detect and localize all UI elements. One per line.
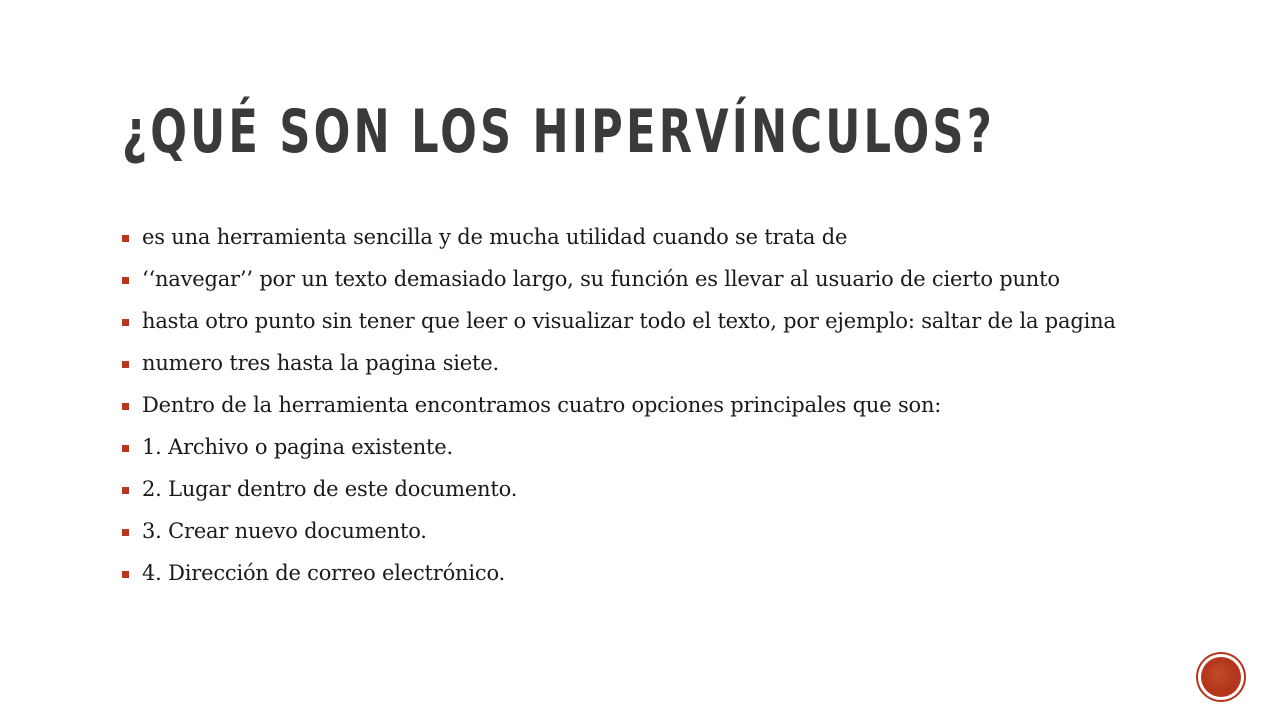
square-bullet-icon — [122, 487, 129, 494]
slide-title: ¿QUÉ SON LOS HIPERVÍNCULOS? — [122, 97, 995, 167]
list-item — [120, 434, 1170, 461]
list-item — [120, 518, 1170, 545]
bullet-text: 3. Crear nuevo documento. — [142, 519, 427, 543]
square-bullet-icon — [122, 529, 129, 536]
square-bullet-icon — [122, 277, 129, 284]
bullet-list — [120, 224, 1170, 602]
square-bullet-icon — [122, 445, 129, 452]
slide-nav-button[interactable] — [1198, 654, 1244, 700]
list-item — [120, 476, 1170, 503]
bullet-text: Dentro de la herramienta encontramos cuatro opciones principales que son: — [142, 393, 942, 417]
square-bullet-icon — [122, 361, 129, 368]
square-bullet-icon — [122, 319, 129, 326]
list-item — [120, 350, 1170, 377]
list-item — [120, 392, 1170, 419]
circle-nav-icon — [1206, 662, 1236, 692]
square-bullet-icon — [122, 235, 129, 242]
bullet-text: 2. Lugar dentro de este documento. — [142, 477, 518, 501]
list-item — [120, 224, 1170, 251]
bullet-text: ‘‘navegar’’ por un texto demasiado largo, su función es llevar al usuario de cierto punto — [142, 267, 1060, 291]
list-item — [120, 560, 1170, 587]
list-item — [120, 266, 1170, 293]
list-item — [120, 308, 1170, 335]
bullet-text: 1. Archivo o pagina existente. — [142, 435, 453, 459]
bullet-text: es una herramienta sencilla y de mucha utilidad cuando se trata de — [142, 225, 848, 249]
bullet-text: 4. Dirección de correo electrónico. — [142, 561, 505, 585]
square-bullet-icon — [122, 403, 129, 410]
bullet-text: hasta otro punto sin tener que leer o visualizar todo el texto, por ejemplo: saltar de la pagina — [142, 309, 1116, 333]
bullet-text: numero tres hasta la pagina siete. — [142, 351, 499, 375]
square-bullet-icon — [122, 571, 129, 578]
